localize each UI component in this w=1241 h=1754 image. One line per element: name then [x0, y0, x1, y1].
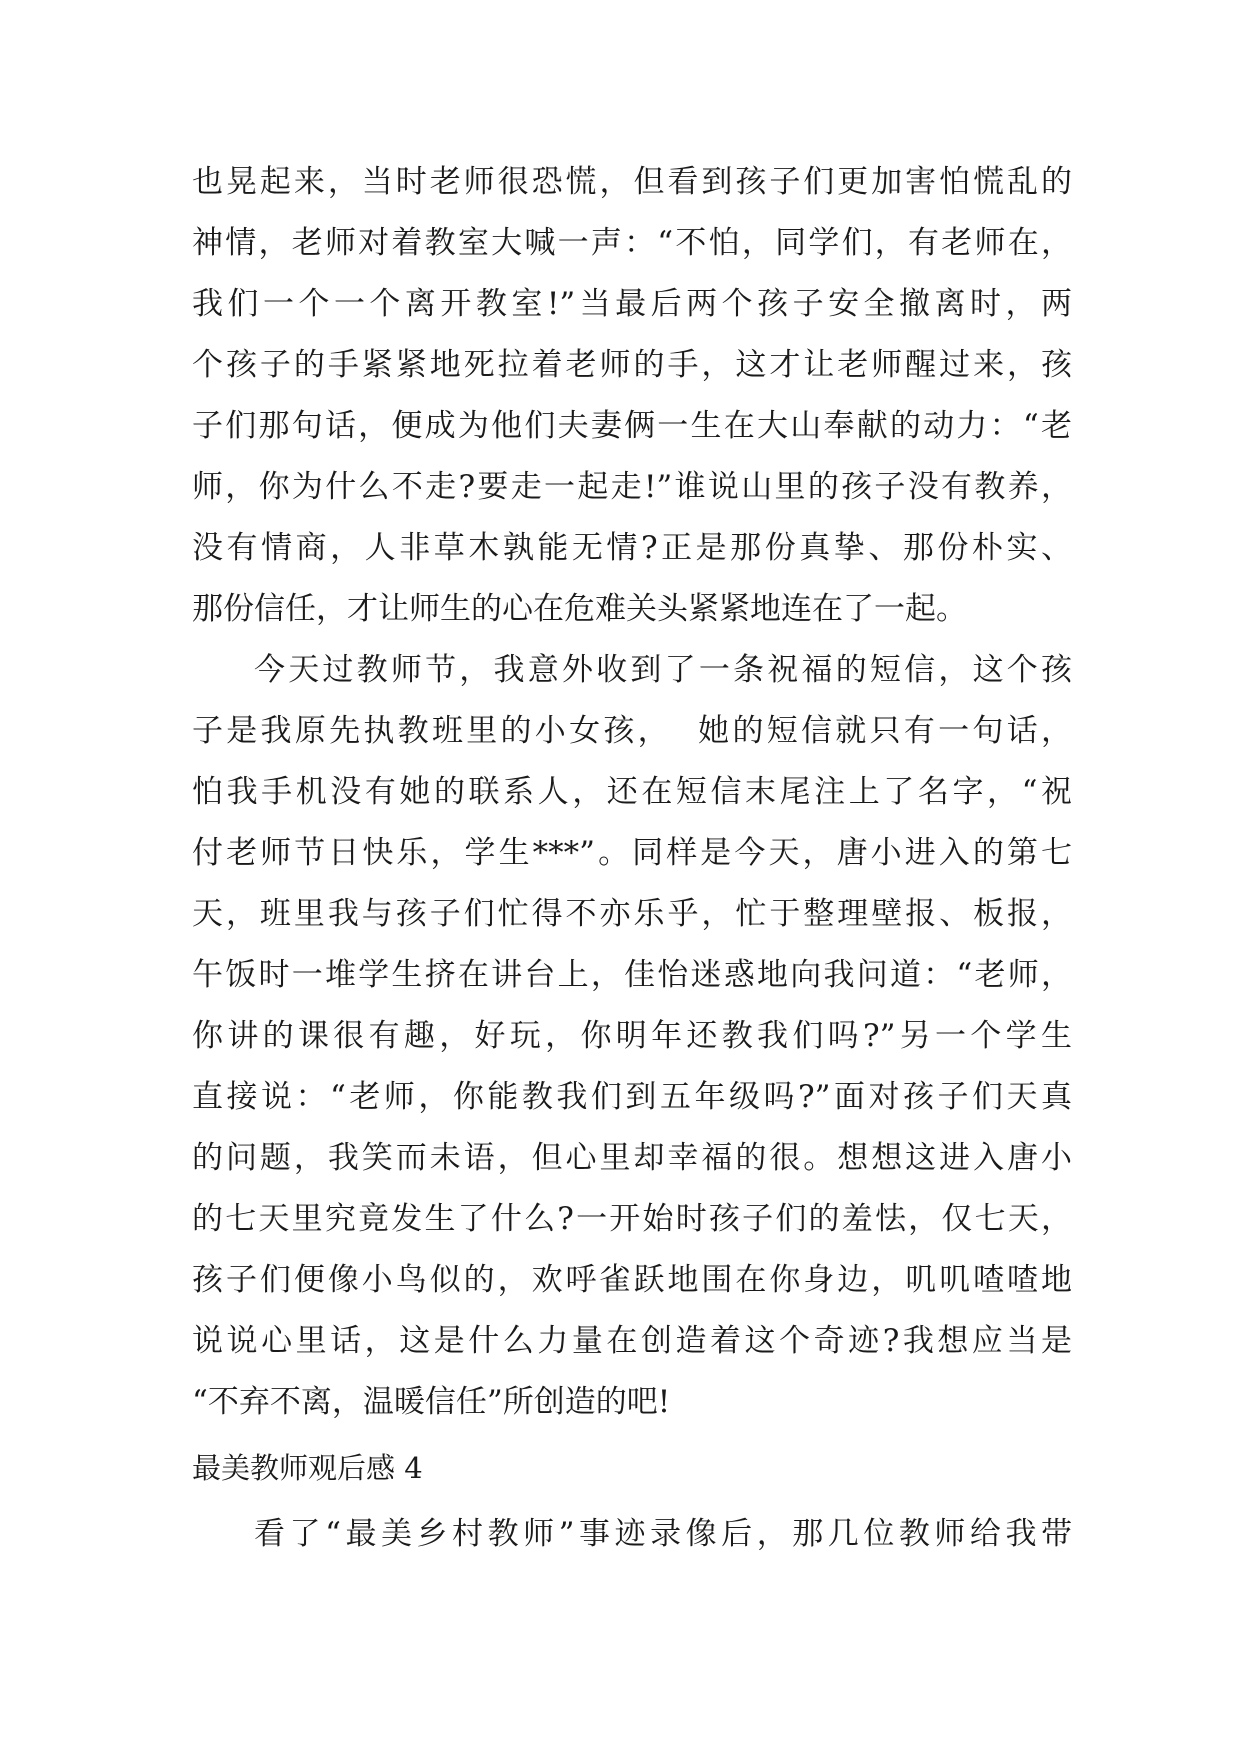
text-line: 你讲的课很有趣，好玩，你明年还教我们吗?”另一个学生: [192, 1018, 1072, 1054]
text-line: 的问题，我笑而未语，但心里却幸福的很。想想这进入唐小: [192, 1140, 1072, 1176]
text-line: “不弃不离，温暖信任”所创造的吧!: [192, 1384, 671, 1420]
paragraph-continued: [192, 152, 1072, 640]
text-line: 没有情商，人非草木孰能无情?正是那份真挚、那份朴实、: [192, 530, 1072, 566]
text-line: 个孩子的手紧紧地死拉着老师的手，这才让老师醒过来，孩: [192, 347, 1072, 383]
text-line: 怕我手机没有她的联系人，还在短信末尾注上了名字，“祝: [192, 774, 1072, 810]
text-line: 看了“最美乡村教师”事迹录像后，那几位教师给我带: [254, 1516, 1072, 1552]
text-line: 直接说：“老师，你能教我们到五年级吗?”面对孩子们天真: [192, 1079, 1072, 1115]
text-line: 子们那句话，便成为他们夫妻俩一生在大山奉献的动力：“老: [192, 408, 1072, 444]
paragraph-section4: [192, 1504, 1072, 1565]
text-line: 师，你为什么不走?要走一起走!”谁说山里的孩子没有教养，: [192, 469, 1072, 505]
text-line: 说说心里话，这是什么力量在创造着这个奇迹?我想应当是: [192, 1323, 1072, 1359]
text-line: 天，班里我与孩子们忙得不亦乐乎，忙于整理壁报、板报，: [192, 896, 1072, 932]
text-line: 今天过教师节，我意外收到了一条祝福的短信，这个孩: [254, 652, 1072, 688]
text-line: 的七天里究竟发生了什么?一开始时孩子们的羞怯，仅七天，: [192, 1201, 1072, 1237]
text-line: 那份信任，才让师生的心在危难关头紧紧地连在了一起。: [192, 591, 967, 627]
text-line: 也晃起来，当时老师很恐慌，但看到孩子们更加害怕慌乱的: [192, 164, 1072, 200]
section-heading: 最美教师观后感 4: [192, 1451, 423, 1485]
text-line: 子是我原先执教班里的小女孩， 她的短信就只有一句话，: [192, 713, 1072, 749]
text-line: 神情，老师对着教室大喊一声：“不怕，同学们，有老师在，: [192, 225, 1072, 261]
text-line: 我们一个一个离开教室!”当最后两个孩子安全撤离时，两: [192, 286, 1072, 322]
text-line: 付老师节日快乐，学生***”。同样是今天，唐小进入的第七: [192, 835, 1072, 871]
paragraph-teachers-day: [192, 640, 1072, 1433]
text-line: 午饭时一堆学生挤在讲台上，佳怡迷惑地向我问道：“老师，: [192, 957, 1072, 993]
text-line: 孩子们便像小鸟似的，欢呼雀跃地围在你身边，叽叽喳喳地: [192, 1262, 1072, 1298]
